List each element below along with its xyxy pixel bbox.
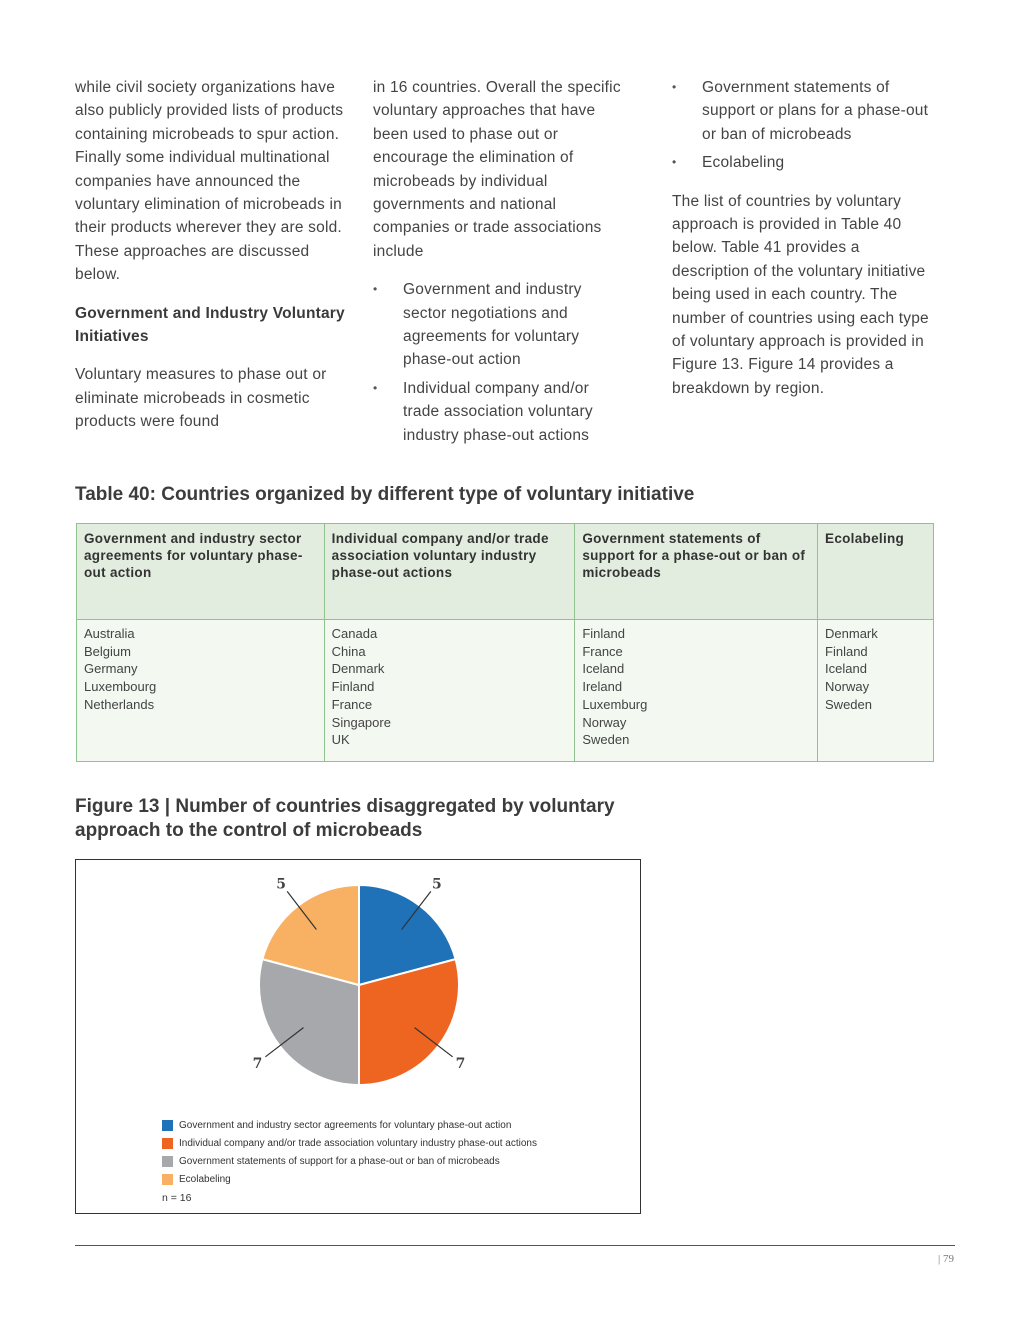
country-name: Luxemburg [582, 696, 648, 712]
table-cell [324, 620, 575, 762]
slice-value-label: 7 [252, 1055, 263, 1072]
paragraph: while civil society organizations have also publicly provided lists of products containing microbeads to spur action. Finally some individual multinational companies have announced the voluntary elimination of microbeads in their products wherever they are sold. These approaches are discussed below. [75, 79, 344, 284]
slice-value-label: 7 [455, 1055, 466, 1072]
country-name: Netherlands [84, 696, 155, 712]
country-name: UK [331, 732, 350, 748]
legend-label: Ecolabeling [179, 1174, 231, 1185]
legend-label: Government and industry sector agreements for voluntary phase-out action [179, 1120, 512, 1131]
country-name: Singapore [331, 714, 391, 730]
slice-value-label: 5 [276, 876, 286, 893]
country-name: Ireland [582, 679, 623, 695]
country-name: Denmark [825, 626, 878, 641]
legend-item [162, 1156, 537, 1174]
legend-item [162, 1174, 537, 1192]
legend-item [162, 1120, 537, 1138]
legend-label: Individual company and/or trade association voluntary industry phase-out actions [179, 1138, 537, 1149]
country-name: Iceland [825, 661, 867, 677]
pie-chart-frame [75, 859, 641, 1214]
footer-divider [75, 1245, 955, 1246]
table-header-cell: Ecolabeling [818, 524, 934, 620]
paragraph: The list of countries by voluntary approach is provided in Table 40 below. Table 41 provides a description of the voluntary initiative being used in each country. The number of countries using each type of voluntary approach is provided in Figure 13. Figure 14 provides a breakdown by region. [672, 192, 929, 397]
legend-swatch [162, 1174, 173, 1185]
country-name: Norway [582, 714, 627, 730]
country-name: France [331, 696, 373, 712]
country-name: Finland [582, 626, 625, 641]
text-column-2 [373, 76, 623, 462]
chart-legend [162, 1120, 537, 1192]
country-name: Canada [331, 626, 378, 641]
table-header-cell: Government statements of support for a phase-out or ban of microbeads [575, 524, 818, 620]
page-number: | 79 [938, 1253, 954, 1265]
country-name: China [331, 643, 366, 659]
section-heading: Government and Industry Voluntary Initiatives [75, 304, 345, 346]
legend-swatch [162, 1138, 173, 1149]
voluntary-initiative-table [76, 523, 934, 762]
paragraph: Voluntary measures to phase out or eliminate microbeads in cosmetic products were found [75, 366, 327, 431]
country-name: Australia [84, 626, 135, 641]
country-name: France [582, 643, 623, 659]
table-cell [575, 620, 818, 762]
legend-label: Government statements of support for a phase-out or ban of microbeads [179, 1156, 500, 1167]
bullet-item: • Ecolabeling [672, 151, 937, 174]
legend-item [162, 1138, 537, 1156]
country-name: Germany [84, 661, 138, 677]
bullet-list [672, 76, 937, 175]
country-name: Belgium [84, 643, 131, 659]
bullet-item: • Government and industry sector negotiations and agreements for voluntary phase-out action [373, 278, 623, 372]
country-name: Finland [825, 643, 868, 659]
table-header-cell: Government and industry sector agreements for voluntary phase-out action [77, 524, 325, 620]
country-name: Norway [825, 679, 870, 695]
bullet-item: • Government statements of support or plans for a phase-out or ban of microbeads [672, 76, 937, 146]
slice-value-label: 5 [432, 876, 442, 893]
paragraph: in 16 countries. Overall the specific voluntary approaches that have been used to phase out or encourage the elimination of microbeads by individual governments and national companies or trade associations include [373, 79, 621, 260]
table-row [77, 620, 934, 762]
legend-swatch [162, 1120, 173, 1131]
legend-swatch [162, 1156, 173, 1167]
bullet-item: • Individual company and/or trade association voluntary industry phase-out actions [373, 377, 623, 447]
figure-title: Figure 13 | Number of countries disaggregated by voluntary approach to the control of microbeads [75, 796, 615, 841]
text-column-3 [672, 76, 937, 415]
table-title: Table 40: Countries organized by different type of voluntary initiative [75, 484, 695, 505]
country-name: Luxembourg [84, 679, 157, 695]
table-cell [77, 620, 325, 762]
country-name: Denmark [331, 661, 385, 677]
table-header-cell: Individual company and/or trade association voluntary industry phase-out actions [324, 524, 575, 620]
country-name: Sweden [825, 696, 872, 712]
country-name: Sweden [582, 732, 630, 748]
sample-size-note: n = 16 [162, 1192, 192, 1204]
text-column-1 [75, 76, 345, 449]
country-name: Finland [331, 679, 375, 695]
table-header-row [77, 524, 934, 620]
country-name: Iceland [582, 661, 625, 677]
bullet-list [373, 278, 623, 447]
table-cell [818, 620, 934, 762]
